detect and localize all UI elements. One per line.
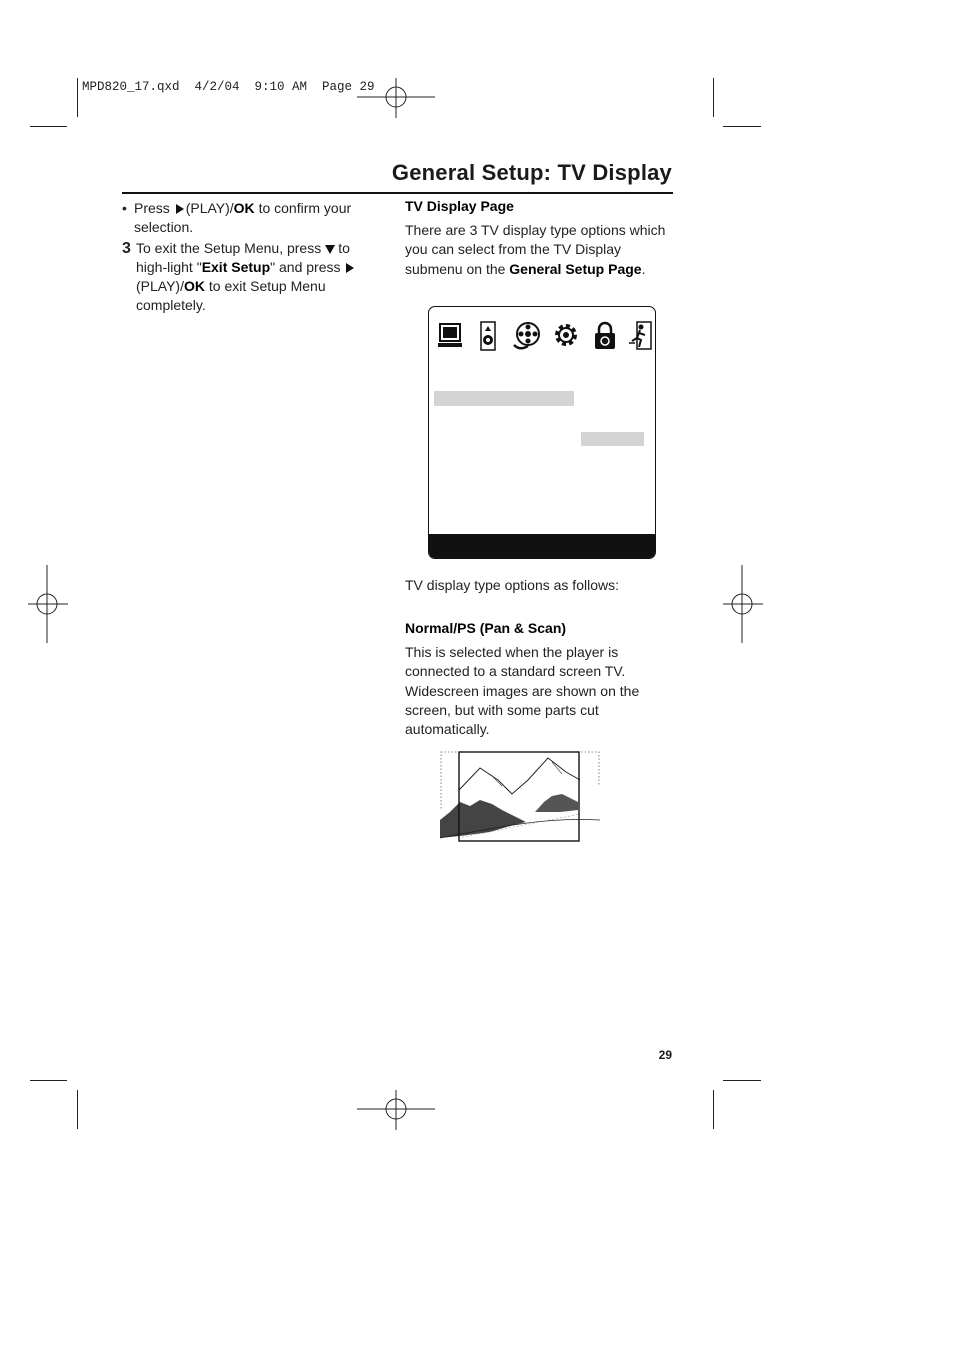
registration-mark-top — [357, 78, 435, 118]
menu-highlight-option — [581, 432, 644, 446]
setup-menu-screen — [428, 306, 656, 559]
play-triangle-icon — [176, 204, 184, 214]
bullet-confirm — [122, 199, 384, 238]
menu-highlight-item — [434, 391, 574, 406]
crop-mark — [30, 1080, 67, 1081]
crop-mark — [30, 126, 67, 127]
left-column — [122, 199, 384, 316]
page-title: General Setup: TV Display — [391, 160, 672, 185]
crop-mark — [723, 126, 761, 127]
options-intro: TV display type options as follows: — [405, 577, 619, 593]
padlock-icon — [591, 321, 619, 351]
tv-display-page-heading: TV Display Page — [405, 198, 514, 214]
menu-status-bar — [429, 534, 655, 558]
crop-mark — [713, 1090, 714, 1129]
title-rule — [122, 192, 673, 194]
pan-scan-illustration — [440, 750, 600, 844]
registration-mark-left — [28, 565, 68, 643]
bullet-mark: • — [122, 200, 127, 216]
tv-display-intro: There are 3 TV display type options which you can select from the TV Display submenu on the General Setup Page. — [405, 222, 666, 277]
down-triangle-icon — [325, 245, 335, 254]
crop-mark — [713, 78, 714, 117]
page-number: 29 — [658, 1048, 672, 1062]
step-text: To exit the Setup Menu, press to high-light "Exit Setup" and press (PLAY)/OK to exit Setup Menu completely. — [136, 239, 384, 316]
crop-mark — [723, 1080, 761, 1081]
normal-ps-heading: Normal/PS (Pan & Scan) — [405, 620, 567, 636]
film-reel-icon — [512, 321, 540, 351]
step-3 — [122, 239, 384, 316]
tv-icon — [437, 321, 465, 351]
crop-mark — [77, 1090, 78, 1129]
bullet-text: Press (PLAY)/OK to confirm your selection. — [134, 200, 352, 236]
crop-mark — [77, 78, 78, 117]
normal-ps-text: This is selected when the player is connected to a standard screen TV. Widescreen images are shown on the screen, but with some parts cut automatically. — [405, 644, 640, 738]
step-number: 3 — [122, 239, 131, 257]
play-triangle-icon — [346, 263, 354, 273]
registration-mark-bottom — [357, 1090, 435, 1130]
gear-icon — [551, 321, 579, 351]
exit-person-icon — [627, 321, 655, 351]
menu-icon-row — [437, 321, 649, 351]
registration-mark-right — [723, 565, 763, 643]
print-slug: MPD820_17.qxd 4/2/04 9:10 AM Page 29 — [82, 80, 375, 94]
speaker-icon — [475, 321, 503, 351]
